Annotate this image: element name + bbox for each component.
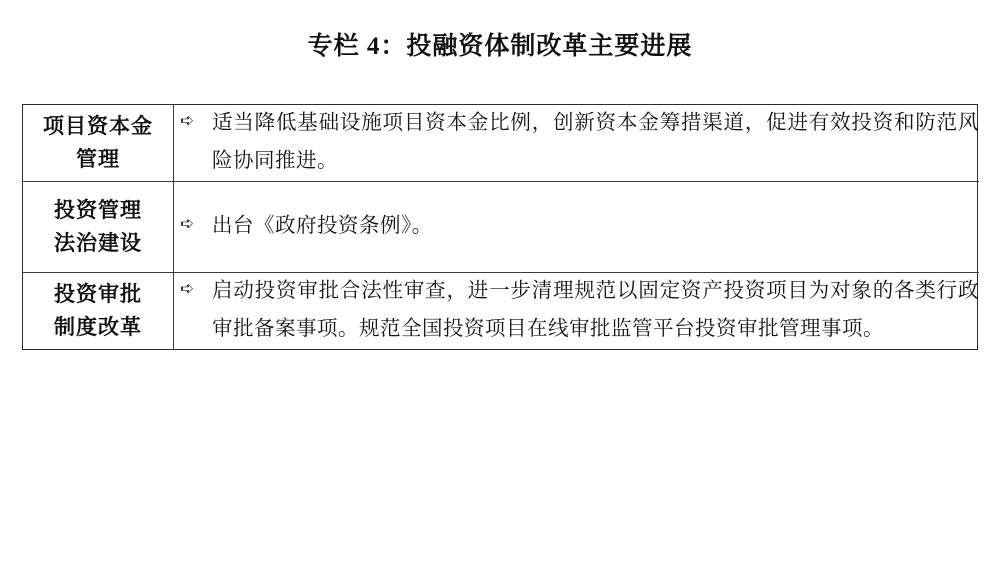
row-category-cell [23, 105, 174, 181]
progress-table-container [22, 104, 978, 350]
category-line: 投资审批 [54, 282, 142, 307]
row-category-cell [23, 181, 174, 272]
category-line: 项目资本金 [43, 114, 153, 139]
row-category-cell [23, 272, 174, 348]
content-text: 启动投资审批合法性审查，进一步清理规范以固定资产投资项目为对象的各类行政审批备案事项。规范全国投资项目在线审批监管平台投资审批管理事项。 [212, 279, 979, 340]
page-title: 专栏 4：投融资体制改革主要进展 [307, 33, 693, 60]
table-row [23, 105, 979, 181]
content-row [174, 208, 979, 246]
content-text: 出台《政府投资条例》。 [212, 214, 433, 237]
content-row [174, 273, 979, 349]
table-row [23, 272, 979, 348]
arrow-bullet-icon: ➪ [180, 278, 195, 298]
content-row [174, 105, 979, 181]
table-row [23, 181, 979, 272]
progress-table [23, 105, 979, 349]
content-text: 适当降低基础设施项目资本金比例，创新资本金筹措渠道，促进有效投资和防范风险协同推进。 [212, 112, 979, 172]
category-line: 投资管理 [54, 198, 142, 223]
category-line: 制度改革 [54, 314, 142, 339]
row-content-cell [174, 105, 980, 181]
category-line: 管理 [76, 146, 120, 171]
arrow-bullet-icon: ➪ [180, 213, 195, 233]
row-content-cell [174, 181, 980, 272]
category-line: 法治建设 [54, 230, 142, 255]
arrow-bullet-icon: ➪ [180, 111, 195, 130]
row-content-cell [174, 272, 980, 348]
